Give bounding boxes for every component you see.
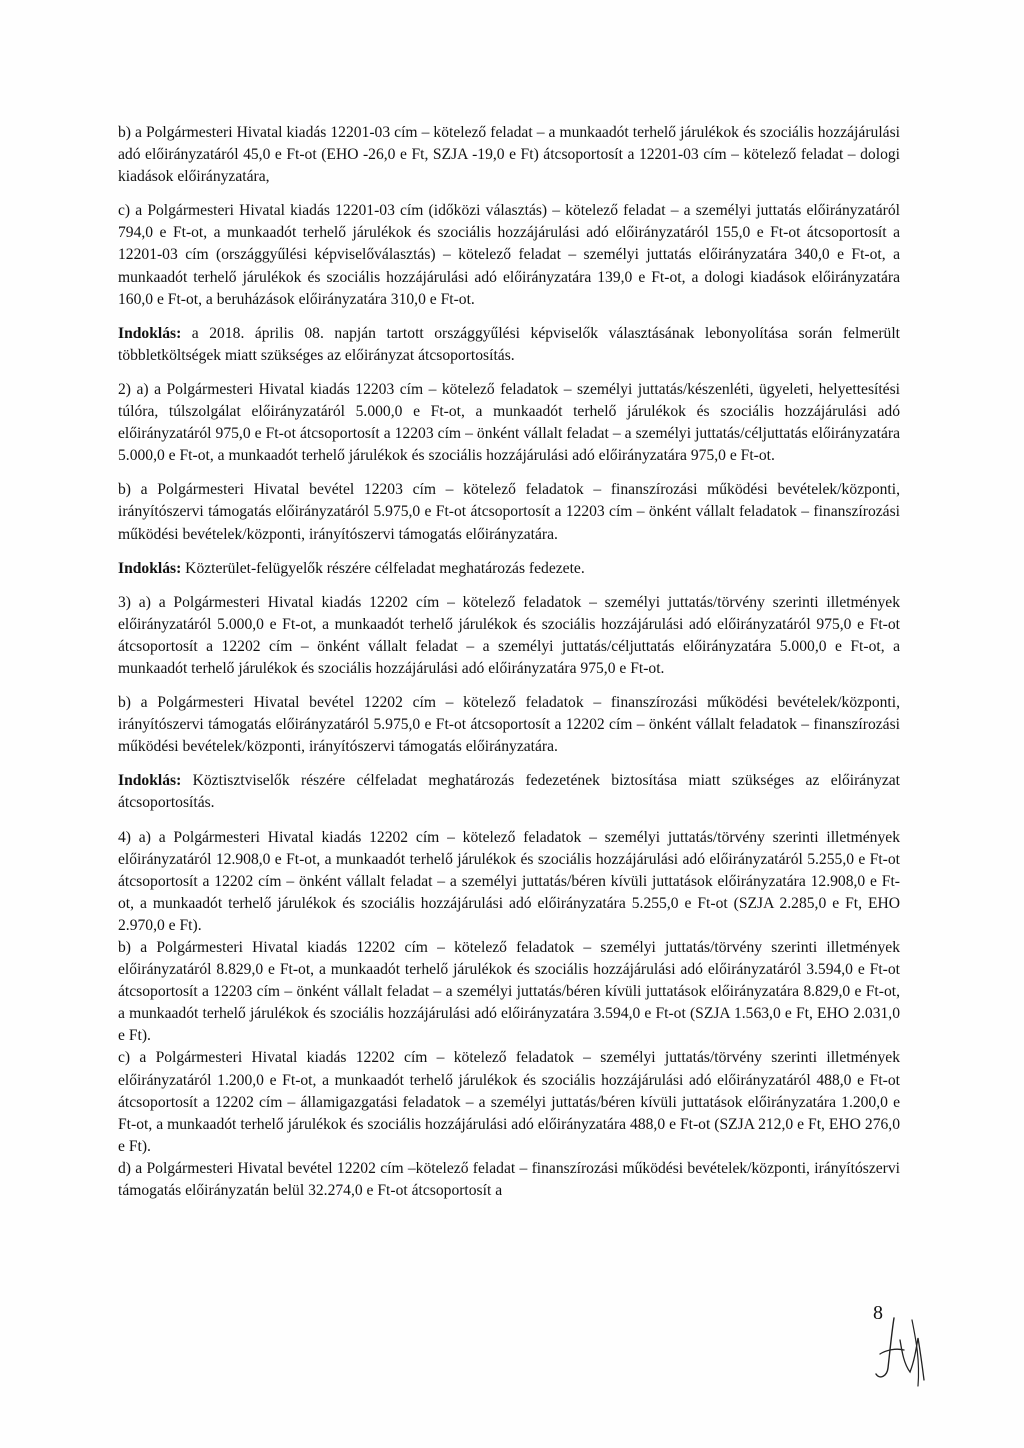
paragraph-1b: b) a Polgármesteri Hivatal kiadás 12201-03 cím – kötelező feladat – a munkaadót terhelő járulékok és szociális hozzájárulási adó előirányzatáról 45,0 e Ft-ot (EHO -26,0 e Ft, SZJA -19,0 e Ft) átcsoportosít a 12201-03 cím – kötelező feladat – dologi kiadások előirányzatára, [118,124,900,186]
paragraph-3b: b) a Polgármesteri Hivatal bevétel 12202 cím – kötelező feladatok – finanszírozási működési bevételek/központi, irányítószervi támogatás előirányzatáról 5.975,0 e Ft-ot átcsoportosít a 12202 cím – önként vállalt feladatok – finanszírozási működési bevételek/központi, irányítószervi támogatás előirányzatára. [118,694,900,756]
paragraph-2a: 2) a) a Polgármesteri Hivatal kiadás 12203 cím – kötelező feladatok – személyi juttatás/készenléti, ügyeleti, helyettesítési túlóra, túlszolgálat előirányzatáról 5.000,0 e Ft-ot, a munkaadót terhelő járulékok és szociális hozzájárulási adó előirányzatáról 975,0 e Ft-ot átcsoportosít a 12203 cím – önként vállalt feladat – a személyi juttatás/céljuttatás előirányzatára 5.000,0 e Ft-ot, a munkaadót terhelő járulékok és szociális hozzájárulási adó előirányzatára 975,0 e Ft-ot. [118,380,900,465]
paragraph-3a: 3) a) a Polgármesteri Hivatal kiadás 12202 cím – kötelező feladatok – személyi juttatás/törvény szerinti illetmények előirányzatáról 5.000,0 e Ft-ot, a munkaadót terhelő járulékok és szociális hozzájárulási adó előirányzatáról 975,0 e Ft-ot átcsoportosít a 12202 cím – önként vállalt feladat – a személyi juttatás/céljuttatás előirányzatára 5.000,0 e Ft-ot, a munkaadót terhelő járulékok és szociális hozzájárulási adó előirányzatára 975,0 e Ft-ot. [118,593,900,677]
handwritten-initials-icon [866,1310,936,1390]
page-number: 8 [873,1302,883,1324]
justification-label: Indoklás: [118,324,182,342]
justification-text: a 2018. április 08. napján tartott országgyűlési képviselők választásának lebonyolítása során felmerült többletköltségek miatt szükséges az előirányzat átcsoportosítás. [118,324,900,364]
document-body [118,122,900,1202]
paragraph-1c: c) a Polgármesteri Hivatal kiadás 12201-03 cím (időközi választás) – kötelező feladat – a személyi juttatás előirányzatáról 794,0 e Ft-ot, a munkaadót terhelő járulékok és szociális hozzájárulási adó előirányzatáról 155,0 e Ft-ot átcsoportosít a 12201-03 cím (országgyűlési képviselőválasztás) – kötelező feladat – személyi juttatás előirányzatára 340,0 e Ft-ot, a munkaadót terhelő járulékok és szociális hozzájárulási adó előirányzatára 139,0 e Ft-ot, a dologi kiadások előirányzatára 160,0 e Ft-ot, a beruházások előirányzatára 310,0 e Ft-ot. [118,202,900,308]
justification-text: Közterület-felügyelők részére célfeladat meghatározás fedezete. [181,559,585,577]
paragraph-4b: b) a Polgármesteri Hivatal kiadás 12202 cím – kötelező feladatok – személyi juttatás/törvény szerinti illetmények előirányzatáról 8.829,0 e Ft-ot, a munkaadót terhelő járulékok és szociális hozzájárulási adó előirányzatáról 3.594,0 e Ft-ot átcsoportosít a 12203 cím – önként vállalt feladat – a személyi juttatás/béren kívüli juttatások előirányzatára 8.829,0 e Ft-ot, a munkaadót terhelő járulékok és szociális hozzájárulási adó előirányzatára 3.594,0 e Ft-ot (SZJA 1.563,0 e Ft, EHO 2.031,0 e Ft). [118,939,900,1045]
paragraph-4a: 4) a) a Polgármesteri Hivatal kiadás 12202 cím – kötelező feladatok – személyi juttatás/törvény szerinti illetmények előirányzatáról 12.908,0 e Ft-ot, a munkaadót terhelő járulékok és szociális hozzájárulási adó előirányzatáról 5.255,0 e Ft-ot átcsoportosít a 12202 cím – önként vállalt feladat – a személyi juttatás/béren kívüli juttatások előirányzatára 12.908,0 e Ft-ot, a munkaadót terhelő járulékok és szociális hozzájárulási adó előirányzatára 5.255,0 e Ft-ot (SZJA 2.285,0 e Ft, EHO 2.970,0 e Ft). [118,828,900,934]
paragraph-4d: d) a Polgármesteri Hivatal bevétel 12202 cím –kötelező feladat – finanszírozási működési bevételek/központi, irányítószervi támogatás előirányzatán belül 32.274,0 e Ft-ot átcsoportosít a [118,1159,900,1200]
paragraph-4c: c) a Polgármesteri Hivatal kiadás 12202 cím – kötelező feladatok – személyi juttatás/törvény szerinti illetmények előirányzatáról 1.200,0 e Ft-ot, a munkaadót terhelő járulékok és szociális hozzájárulási adó előirányzatáról 488,0 e Ft-ot átcsoportosít a 12202 cím – államigazgatási feladatok – a személyi juttatás/béren kívüli juttatások előirányzatára 1.200,0 e Ft-ot, a munkaadót terhelő járulékok és szociális hozzájárulási adó előirányzatára 488,0 e Ft-ot (SZJA 212,0 e Ft, EHO 276,0 e Ft). [118,1049,900,1155]
justification-1 [118,323,900,367]
justification-text: Köztisztviselők részére célfeladat meghatározás fedezetének biztosítása miatt szükséges az előirányzat átcsoportosítás. [118,772,900,812]
justification-label: Indoklás: [118,559,182,577]
paragraph-2b: b) a Polgármesteri Hivatal bevétel 12203 cím – kötelező feladatok – finanszírozási működési bevételek/központi, irányítószervi támogatás előirányzatáról 5.975,0 e Ft-ot átcsoportosít a 12203 cím – önként vállalt feladatok – finanszírozási működési bevételek/központi, irányítószervi támogatás előirányzatára. [118,481,900,543]
justification-label: Indoklás: [118,772,182,790]
justification-3 [118,770,900,814]
justification-2 [118,558,900,580]
